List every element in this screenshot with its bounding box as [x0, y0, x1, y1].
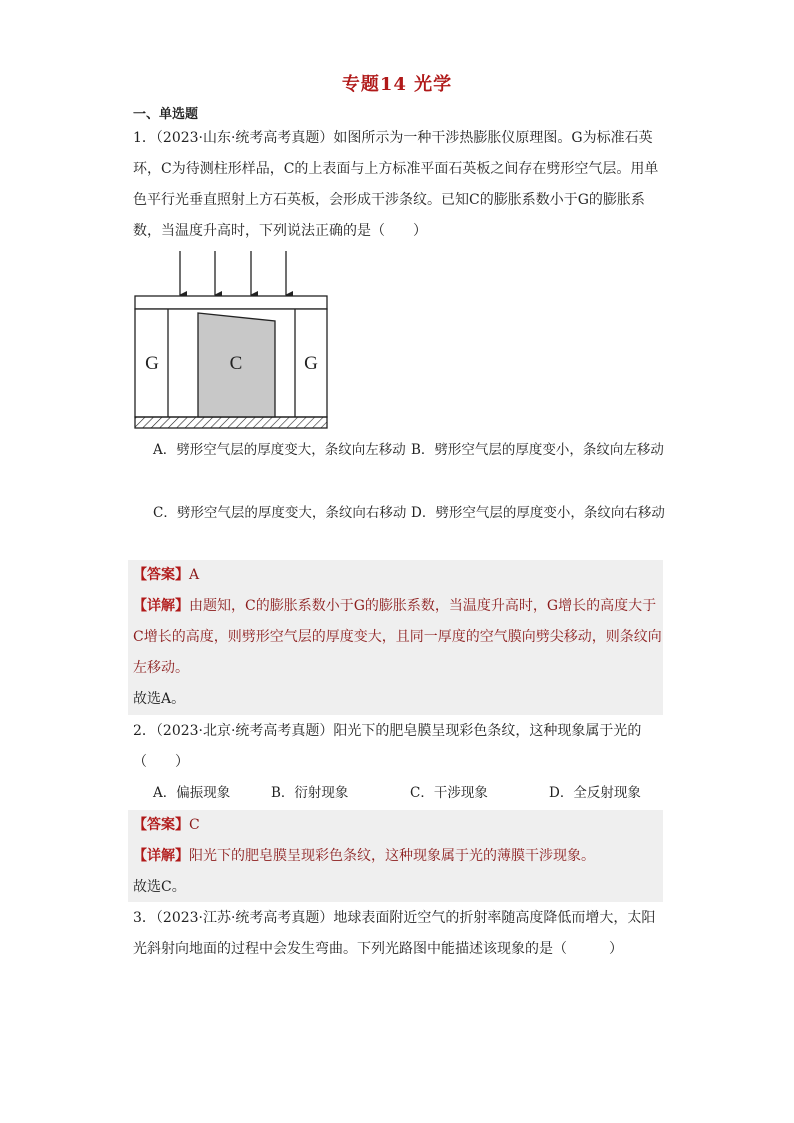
q2-option-a[interactable]: A．偏振现象: [153, 785, 231, 801]
q2-option-d[interactable]: D．全反射现象: [549, 785, 641, 801]
label-g-left: G: [145, 353, 159, 374]
label-g-right: G: [304, 353, 318, 374]
q2-detail: 【详解】阳光下的肥皂膜呈现彩色条纹，这种现象属于光的薄膜干涉现象。: [133, 848, 595, 864]
question-3-stem: 3．（2023·江苏·统考高考真题）地球表面附近空气的折射率随高度降低而增大，太阳光斜射向地面的过程中会发生弯曲。下列光路图中能描述该现象的是（ ）: [133, 910, 656, 957]
q2-option-b[interactable]: B．衍射现象: [271, 785, 349, 801]
base-plate: [135, 417, 327, 428]
q2-option-c[interactable]: C．干涉现象: [410, 785, 488, 801]
q2-conclusion: 故选C。: [133, 879, 186, 895]
q1-option-c[interactable]: C．劈形空气层的厚度变大，条纹向右移动: [153, 505, 407, 521]
q1-answer: 【答案】A: [133, 567, 200, 583]
question-1-stem: 1．（2023·山东·统考高考真题）如图所示为一种干涉热膨胀仪原理图。G为标准石英环，C为待测柱形样品，C的上表面与上方标准平面石英板之间存在劈形空气层。用单色平行光垂直照射上方石英板，会形成干涉条纹。已知C的膨胀系数小于G的膨胀系数，当温度升高时，下列说法正确的是（ ）: [133, 130, 659, 239]
label-c: C: [229, 353, 243, 374]
q1-option-a[interactable]: A．劈形空气层的厚度变大，条纹向左移动: [153, 442, 406, 458]
q1-detail: 【详解】由题知，C的膨胀系数小于G的膨胀系数，当温度升高时，G增长的高度大于C增长的高度，则劈形空气层的厚度变大，且同一厚度的空气膜向劈尖移动，则条纹向左移动。: [133, 598, 662, 676]
q1-option-d[interactable]: D．劈形空气层的厚度变小，条纹向右移动: [411, 505, 665, 521]
question-2-stem: 2．（2023·北京·统考高考真题）阳光下的肥皂膜呈现彩色条纹，这种现象属于光的（ ）: [133, 723, 642, 770]
section-heading: 一、单选题: [133, 107, 199, 122]
page-title: 专题14 光学: [341, 74, 453, 95]
q1-option-b[interactable]: B．劈形空气层的厚度变小，条纹向左移动: [411, 442, 664, 458]
question-1-figure: [130, 245, 335, 430]
quartz-plate: [135, 296, 327, 309]
q1-conclusion: 故选A。: [133, 691, 186, 707]
q2-answer: 【答案】C: [133, 817, 200, 833]
